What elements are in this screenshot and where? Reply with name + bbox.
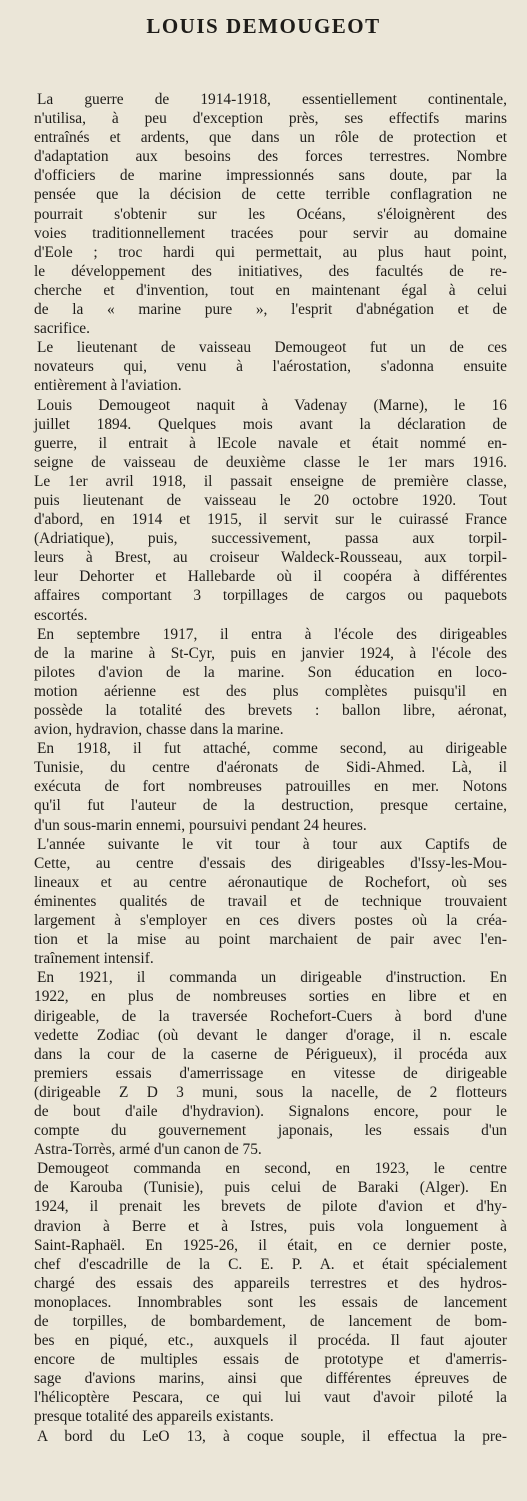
text-line: cherche et d'invention, tout en maintenant égal à celui (34, 281, 507, 299)
text-line: puis lieutenant de vaisseau le 20 octobre 1920. Tout (34, 491, 507, 509)
text-line: juillet 1894. Quelques mois avant la déclaration de (34, 415, 507, 433)
text-line: possède la totalité des brevets : ballon libre, aéronat, (34, 702, 507, 719)
text-line: bes en piqué, etc., auxquels il procéda. Il faut ajouter (34, 1332, 507, 1350)
paragraph (34, 90, 507, 338)
text-line: novateurs qui, venu à l'aérostation, s'adonna ensuite (34, 358, 507, 376)
text-line: L'année suivante le vit tour à tour aux Captifs de (37, 835, 507, 853)
text-line: avion, hydravion, chasse dans la marine. (34, 721, 284, 739)
text-line: (dirigeable Z D 3 muni, sous la nacelle, de 2 flotteurs (34, 1083, 507, 1101)
text-line: dirigeable, de la traversée Rochefort-Cuers à bord d'une (34, 1007, 507, 1025)
text-line: chargé des essais des appareils terrestres et des hydros- (34, 1274, 507, 1292)
text-line: sacrifice. (34, 320, 90, 338)
text-line: 1924, il prenait les brevets de pilote d'avion et d'hy- (34, 1198, 507, 1216)
paragraph (34, 625, 507, 740)
text-line: éminentes qualités de travail et de technique trouvaient (34, 892, 507, 910)
text-line: seigne de vaisseau de deuxième classe le 1er mars 1916. (34, 453, 507, 471)
text-line: chef d'escadrille de la C. E. P. A. et était spécialement (34, 1255, 507, 1273)
text-line: leurs à Brest, au croiseur Waldeck-Rousseau, aux torpil- (34, 549, 507, 567)
text-line: pensée que la décision de cette terrible conflagration ne (34, 186, 507, 204)
paragraph (34, 968, 507, 1159)
text-line: le développement des initiatives, des facultés de re- (34, 262, 507, 280)
text-line: compte du gouvernement japonais, les essais d'un (34, 1122, 507, 1140)
text-line: dans la cour de la caserne de Périgueux), il procéda aux (34, 1045, 507, 1063)
paragraph (34, 396, 507, 625)
text-line: En 1921, il commanda un dirigeable d'instruction. En (37, 969, 507, 987)
text-line: sage d'avions marins, ainsi que différentes épreuves de (34, 1370, 507, 1388)
text-line: La guerre de 1914-1918, essentiellement continentale, (37, 91, 507, 108)
text-line: vedette Zodiac (où devant le danger d'orage, il n. escale (34, 1026, 507, 1044)
text-line: d'adaptation aux besoins des forces terrestres. Nombre (34, 148, 507, 166)
text-line: de bout d'aile d'hydravion). Signalons encore, pour le (34, 1102, 507, 1120)
text-line: de la marine à St-Cyr, puis en janvier 1924, à l'école des (34, 644, 507, 662)
text-line: de Karouba (Tunisie), puis celui de Baraki (Alger). En (34, 1179, 507, 1197)
paragraph (34, 1427, 507, 1446)
text-line: 1922, en plus de nombreuses sorties en libre et en (34, 988, 507, 1006)
text-line: Demougeot commanda en second, en 1923, le centre (37, 1160, 507, 1178)
text-line: Tunisie, du centre d'aéronats de Sidi-Ahmed. Là, il (34, 759, 507, 777)
text-line: d'un sous-marin ennemi, poursuivi pendant 24 heures. (34, 816, 367, 834)
text-line: guerre, il entrait à lEcole navale et était nommé en- (34, 434, 507, 452)
text-line: Saint-Raphaël. En 1925-26, il était, en ce dernier poste, (34, 1236, 507, 1254)
paragraph (34, 338, 507, 395)
text-line: n'utilisa, à peu d'exception près, ses effectifs marins (34, 110, 507, 128)
text-line: de torpilles, de bombardement, de lancement de bom- (34, 1313, 507, 1330)
text-line: d'officiers de marine impressionnés sans doute, par la (34, 167, 507, 185)
text-line: exécuta de fort nombreuses patrouilles en mer. Notons (34, 778, 507, 796)
paragraph (34, 835, 507, 969)
text-line: d'Eole ; troc hardi qui permettait, au plus haut point, (34, 243, 507, 261)
text-line: Cette, au centre d'essais des dirigeables d'Issy-les-Mou- (34, 854, 507, 872)
text-line: l'hélicoptère Pescara, ce qui lui vaut d'avoir piloté la (34, 1389, 507, 1407)
text-line: Le lieutenant de vaisseau Demougeot fut un de ces (37, 339, 507, 357)
text-line: largement à s'employer en ces divers postes où la créa- (34, 912, 507, 930)
text-line: (Adriatique), puis, successivement, passa aux torpil- (34, 530, 507, 548)
text-line: d'abord, en 1914 et 1915, il servit sur le cuirassé France (34, 511, 507, 529)
text-line: pourrait s'obtenir sur les Océans, s'éloignèrent des (34, 205, 507, 223)
text-line: tion et la mise au point marchaient de pair avec l'en- (34, 931, 507, 949)
text-line: A bord du LeO 13, à coque souple, il effectua la pre- (37, 1427, 507, 1445)
text-line: traînement intensif. (34, 950, 154, 968)
text-line: escortés. (34, 606, 88, 624)
text-line: En septembre 1917, il entra à l'école des dirigeables (37, 625, 507, 643)
text-line: Astra-Torrès, armé d'un canon de 75. (34, 1141, 262, 1159)
text-line: En 1918, il fut attaché, comme second, au dirigeable (37, 740, 507, 758)
text-line: voies traditionnellement tracées pour servir au domaine (34, 224, 507, 242)
text-line: de la « marine pure », l'esprit d'abnégation et de (34, 301, 507, 319)
text-line: entraînés et ardents, que dans un rôle de protection et (34, 129, 507, 147)
text-line: dravion à Berre et à Istres, puis vola longuement à (34, 1217, 507, 1235)
text-line: lineaux et au centre aéronautique de Rochefort, où ses (34, 873, 507, 891)
text-line: Louis Demougeot naquit à Vadenay (Marne), le 16 (37, 396, 507, 414)
text-line: encore de multiples essais de prototype et d'amerris- (34, 1351, 507, 1369)
text-line: Le 1er avril 1918, il passait enseigne de première classe, (34, 472, 507, 490)
page-title: LOUIS DEMOUGEOT (146, 14, 381, 38)
text-line: premiers essais d'amerrissage en vitesse de dirigeable (34, 1064, 507, 1082)
text-line: motion aérienne est des plus complètes puisqu'il en (34, 682, 507, 700)
text-line: monoplaces. Innombrables sont les essais de lancement (34, 1293, 507, 1311)
text-line: pilotes d'avion de la marine. Son éducation en loco- (34, 663, 507, 681)
text-line: affaires comportant 3 torpillages de cargos ou paquebots (34, 587, 507, 605)
text-line: entièrement à l'aviation. (34, 377, 182, 395)
paragraph (34, 1159, 507, 1426)
text-line: presque totalité des appareils existants. (34, 1408, 274, 1426)
article-body (34, 90, 507, 1446)
paragraph (34, 739, 507, 834)
text-line: leur Dehorter et Hallebarde où il coopéra à différentes (34, 568, 507, 586)
text-line: qu'il fut l'auteur de la destruction, presque certaine, (34, 797, 507, 815)
